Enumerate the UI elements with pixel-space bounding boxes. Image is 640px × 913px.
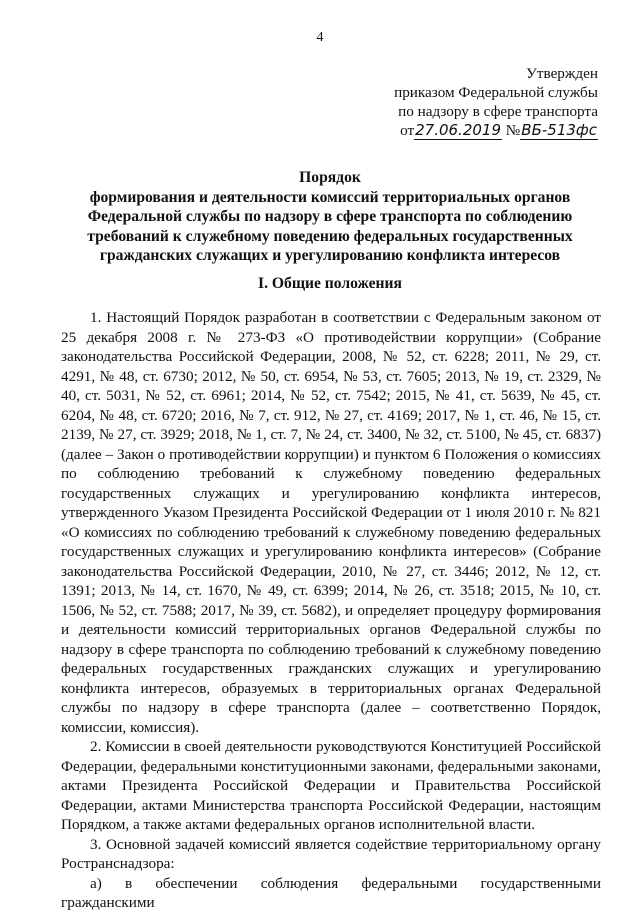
title-line-2: формирования и деятельности комиссий территориальных органов (89, 188, 571, 206)
approval-stamp-block (338, 64, 598, 140)
title-line-3: Федеральной службы по надзору в сфере транспорта по соблюдению (87, 208, 573, 225)
handwritten-date: 27.06.2019 (415, 121, 501, 139)
paragraph-3a: а) в обеспечении соблюдения федеральными государственными гражданскими (61, 874, 601, 911)
page-number: 4 (316, 30, 324, 45)
approval-line-approved: Утвержден (526, 65, 598, 82)
section-heading-general: I. Общие положения (258, 275, 402, 292)
handwritten-order-number: ВБ-513фс (521, 121, 597, 139)
section-body (61, 308, 601, 913)
approval-line-agency: по надзору в сфере транспорта (398, 103, 598, 120)
title-line-5: гражданских служащих и урегулированию конфликта интересов (99, 247, 561, 264)
paragraph-2: 2. Комиссии в своей деятельности руководствуются Конституцией Российской Федерации, федеральными конституционными законами, федеральными законами, актами Президента Российской Федерации и Правительства Российской Федерации, актами Министерства транспорта Российской Федерации, настоящим Порядком, а также актами федеральных органов исполнительной власти. (61, 738, 601, 833)
approval-number-sign: № (505, 122, 521, 139)
title-line-1: Порядок (299, 169, 361, 186)
approval-line-order: приказом Федеральной службы (394, 84, 598, 101)
paragraph-1: 1. Настоящий Порядок разработан в соответствии с Федеральным законом от 25 декабря 2008 г. № 273-ФЗ «О противодействии коррупции» (Собрание законодательства Российской Федерации, 2008, № 52, ст. 6228; 2011, № 29, ст. 4291, № 48, ст. 6730; 2012, № 50, ст. 6954, № 53, ст. 7605; 2013, № 19, ст. 2329, № 40, ст. 5031, № 52, ст. 6961; 2014, № 52, ст. 7542; 2015, № 41, ст. 5639, № 45, ст. 6204, № 48, ст. 6720; 2016, № 7, ст. 912, № 27, ст. 4169; 2017, № 1, ст. 46, № 15, ст. 2139, № 27, ст. 3929; 2018, № 1, ст. 7, № 24, ст. 3400, № 32, ст. 5100, № 45, ст. 6837) (далее – Закон о противодействии коррупции) и пунктом 6 Положения о комиссиях по соблюдению требований к служебному поведению федеральных государственных служащих и урегулированию конфликта интересов, утвержденного Указом Президента Российской Федерации от 1 июля 2010 г. № 821 «О комиссиях по соблюдению требований к служебному поведению федеральных государственных служащих и урегулированию конфликта интересов» (Собрание законодательства Российской Федерации, 2010, № 27, ст. 3446; 2012, № 12, ст. 1391; 2013, № 14, ст. 1670, № 49, ст. 6399; 2014, № 26, ст. 3518; 2015, № 10, ст. 1506, № 52, ст. 7588; 2017, № 39, ст. 5682), и определяет процедуру формирования и деятельности комиссий территориальных органов Федеральной службы по надзору в сфере транспорта по соблюдению требований к служебному поведению федеральных государственных гражданских служащих и урегулированию конфликта интересов, образуемых в территориальных органах Федеральной службы по надзору в сфере транспорта (далее – соответственно Порядок, комиссии, комиссия). (61, 309, 601, 736)
paragraph-3: 3. Основной задачей комиссий является содействие территориальному органу Ространснадзора: (61, 835, 601, 872)
approval-line-date-number (338, 121, 598, 140)
document-title (60, 168, 600, 266)
approval-from-label: от (400, 122, 415, 139)
title-line-4: требований к служебному поведению федеральных государственных (87, 227, 573, 245)
